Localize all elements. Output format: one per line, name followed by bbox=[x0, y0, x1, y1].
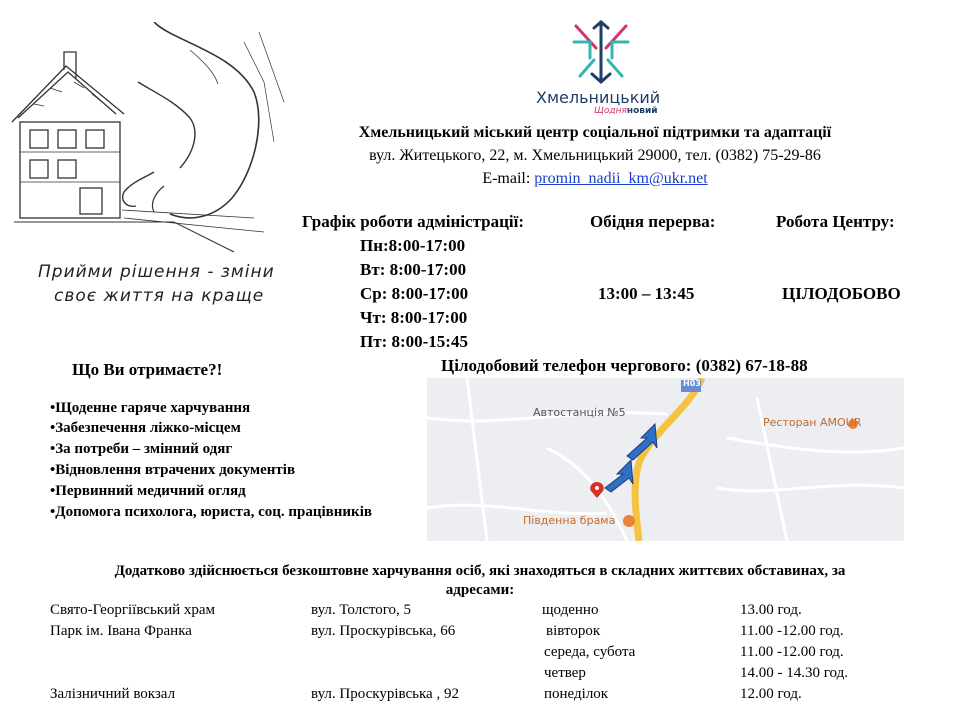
logo-tag-prefix: Щодня bbox=[594, 106, 627, 116]
feeding-intro-line-1: Додатково здійснюється безкоштовне харчування осіб, які знаходяться в складних життєвих обставинах, за bbox=[114, 563, 846, 579]
center-hours: ЦІЛОДОБОВО bbox=[782, 284, 901, 303]
service-item: •Відновлення втрачених документів bbox=[50, 462, 296, 478]
email-link[interactable]: promin_nadii_km@ukr.net bbox=[534, 170, 708, 187]
feeding-place: Залізничний вокзал bbox=[50, 686, 176, 702]
feeding-day: четвер bbox=[544, 665, 586, 681]
house-hand-illustration bbox=[4, 22, 304, 312]
slogan-line-2: своє життя на краще bbox=[54, 286, 265, 306]
admin-schedule-title: Графік роботи адміністрації: bbox=[302, 212, 525, 231]
schedule-day-fri: Пт: 8:00-15:45 bbox=[360, 332, 468, 351]
lunch-time: 13:00 – 13:45 bbox=[598, 284, 695, 303]
service-item: •Щоденне гаряче харчування bbox=[50, 400, 251, 416]
house-hand-drawing bbox=[4, 22, 304, 262]
service-item: •Допомога психолога, юриста, соц. працівників bbox=[50, 504, 372, 520]
feeding-day: щоденно bbox=[542, 602, 599, 618]
feeding-street: вул. Проскурівська , 92 bbox=[311, 686, 459, 702]
schedule-day-wed: Ср: 8:00-17:00 bbox=[360, 284, 469, 303]
feeding-time: 12.00 год. bbox=[740, 686, 802, 702]
center-work-title: Робота Центру: bbox=[776, 212, 895, 231]
feeding-time: 11.00 -12.00 год. bbox=[740, 623, 844, 639]
slogan-line-1: Прийми рішення - зміни bbox=[38, 262, 275, 282]
feeding-day: вівторок bbox=[546, 623, 601, 639]
feeding-time: 11.00 -12.00 год. bbox=[740, 644, 844, 660]
map-label-bus-station: Автостанція №5 bbox=[533, 406, 626, 419]
logo-name: Хмельницький bbox=[536, 88, 661, 107]
schedule-day-tue: Вт: 8:00-17:00 bbox=[360, 260, 467, 279]
logo-tagline bbox=[594, 106, 658, 116]
service-item: •Первинний медичний огляд bbox=[50, 483, 246, 499]
service-item: •За потреби – змінний одяг bbox=[50, 441, 233, 457]
services-title: Що Ви отримаєте?! bbox=[72, 360, 223, 379]
feeding-place: Свято-Георгіївський храм bbox=[50, 602, 216, 618]
schedule-day-thu: Чт: 8:00-17:00 bbox=[360, 308, 468, 327]
hotline: Цілодобовий телефон чергового: (0382) 67-18-88 bbox=[441, 356, 808, 375]
city-logo-icon bbox=[566, 18, 636, 90]
email-label: E-mail: bbox=[482, 170, 531, 187]
feeding-time: 14.00 - 14.30 год. bbox=[740, 665, 848, 681]
org-email-line bbox=[300, 170, 890, 188]
lunch-title: Обідня перерва: bbox=[590, 212, 716, 231]
feeding-place: Парк ім. Івана Франка bbox=[50, 623, 192, 639]
map-label-restaurant: Ресторан AMOUR bbox=[763, 416, 862, 429]
org-name: Хмельницький міський центр соціальної підтримки та адаптації bbox=[358, 124, 832, 141]
map-graphic bbox=[427, 378, 904, 541]
schedule-day-mon: Пн:8:00-17:00 bbox=[360, 236, 466, 255]
feeding-intro-line-2: адресами: bbox=[445, 582, 515, 598]
feeding-day: середа, субота bbox=[544, 644, 636, 660]
map-road-label: Н03 bbox=[683, 379, 701, 388]
org-address: вул. Житецького, 22, м. Хмельницький 29000, тел. (0382) 75-29-86 bbox=[369, 147, 821, 164]
map-label-gate: Південна брама bbox=[523, 514, 616, 527]
service-item: •Забезпечення ліжко-місцем bbox=[50, 420, 241, 436]
feeding-street: вул. Толстого, 5 bbox=[311, 602, 412, 618]
feeding-day: понеділок bbox=[544, 686, 609, 702]
feeding-time: 13.00 год. bbox=[740, 602, 802, 618]
feeding-street: вул. Проскурівська, 66 bbox=[311, 623, 456, 639]
logo-tag-suffix: новий bbox=[626, 106, 658, 116]
location-map[interactable] bbox=[427, 378, 904, 541]
